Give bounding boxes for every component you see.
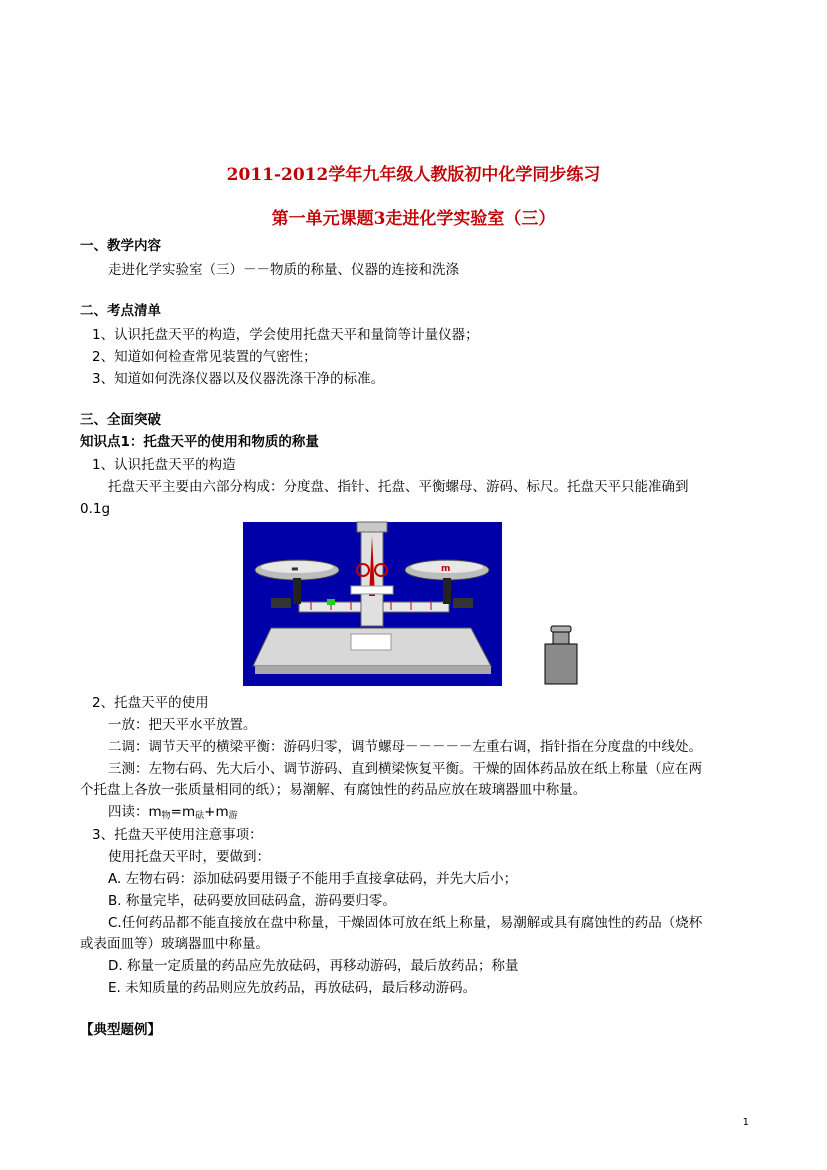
subheading-notes: 3、托盘天平使用注意事项： xyxy=(92,827,263,843)
right-pan-mark: m xyxy=(441,564,451,574)
section-heading-content: 一、教学内容 xyxy=(80,238,161,254)
note-d: D. 称量一定质量的药品应先放砝码，再移动游码，最后放药品；称量 xyxy=(108,958,519,974)
paragraph-structure: 托盘天平主要由六部分构成：分度盘、指针、托盘、平衡螺母、游码、标尺。托盘天平只能准确到 xyxy=(108,479,689,495)
formula-equals: =m xyxy=(170,804,196,820)
checklist-item: 3、知道如何洗涤仪器以及仪器洗涤干净的标准。 xyxy=(92,371,385,387)
note-c: C.任何药品都不能直接放在盘中称量，干燥固体可放在纸上称量，易潮解或具有腐蚀性的药品（烧杯 xyxy=(108,915,703,931)
notes-intro: 使用托盘天平时，要做到： xyxy=(108,849,270,865)
note-a: A. 左物右码：添加砝码要用镊子不能用手直接拿砝码，并先大后小； xyxy=(108,871,518,887)
checklist-item: 2、知道如何检查常见装置的气密性； xyxy=(92,349,317,365)
note-c-cont: 或表面皿等）玻璃器皿中称量。 xyxy=(80,936,269,952)
weight-icon xyxy=(545,644,577,684)
usage-step-1: 一放：把天平水平放置。 xyxy=(108,717,257,733)
paragraph-structure-cont: 0.1g xyxy=(80,501,111,517)
left-pan-mark: ▬ xyxy=(291,564,299,573)
subheading-structure: 1、认识托盘天平的构造 xyxy=(92,457,236,473)
knowledge-point-heading: 知识点1：托盘天平的使用和物质的称量 xyxy=(80,434,319,450)
usage-step-4 xyxy=(108,802,238,826)
rider-icon xyxy=(327,599,335,605)
usage-step-2: 二调：调节天平的横梁平衡：游码归零，调节螺母－－－－－左重右调，指针指在分度盘的中线处。 xyxy=(108,739,702,755)
document-title: 2011-2012学年九年级人教版初中化学同步练习 xyxy=(226,165,601,185)
section-heading-checklist: 二、考点清单 xyxy=(80,303,161,319)
example-heading: 【典型题例】 xyxy=(80,1022,161,1038)
balance-figure xyxy=(241,516,589,690)
formula-sub-rider: 游 xyxy=(228,811,238,821)
section-heading-breakthrough: 三、全面突破 xyxy=(80,412,161,428)
formula-sub-weight: 砝 xyxy=(195,811,205,821)
checklist-item: 1、认识托盘天平的构造，学会使用托盘天平和量筒等计量仪器； xyxy=(92,327,479,343)
usage-step-3-cont: 个托盘上各放一张质量相同的纸）；易潮解、有腐蚀性的药品应放在玻璃器皿中称量。 xyxy=(80,782,587,798)
page-number: 1 xyxy=(742,1117,749,1128)
formula-sub-object: 物 xyxy=(161,811,171,821)
usage-step-3: 三测：左物右码、先大后小、调节游码、直到横梁恢复平衡。干燥的固体药品放在纸上称量（应在两 xyxy=(108,761,702,777)
content-text: 走进化学实验室（三）－－物质的称量、仪器的连接和洗涤 xyxy=(108,262,459,278)
formula-prefix: 四读：m xyxy=(108,804,162,820)
note-e: E. 未知质量的药品则应先放药品，再放砝码，最后移动游码。 xyxy=(108,980,477,996)
subheading-usage: 2、托盘天平的使用 xyxy=(92,695,209,711)
formula-plus: +m xyxy=(204,804,229,820)
document-subtitle: 第一单元课题3走进化学实验室（三） xyxy=(271,209,556,229)
note-b: B. 称量完毕，砝码要放回砝码盒，游码要归零。 xyxy=(108,893,396,909)
